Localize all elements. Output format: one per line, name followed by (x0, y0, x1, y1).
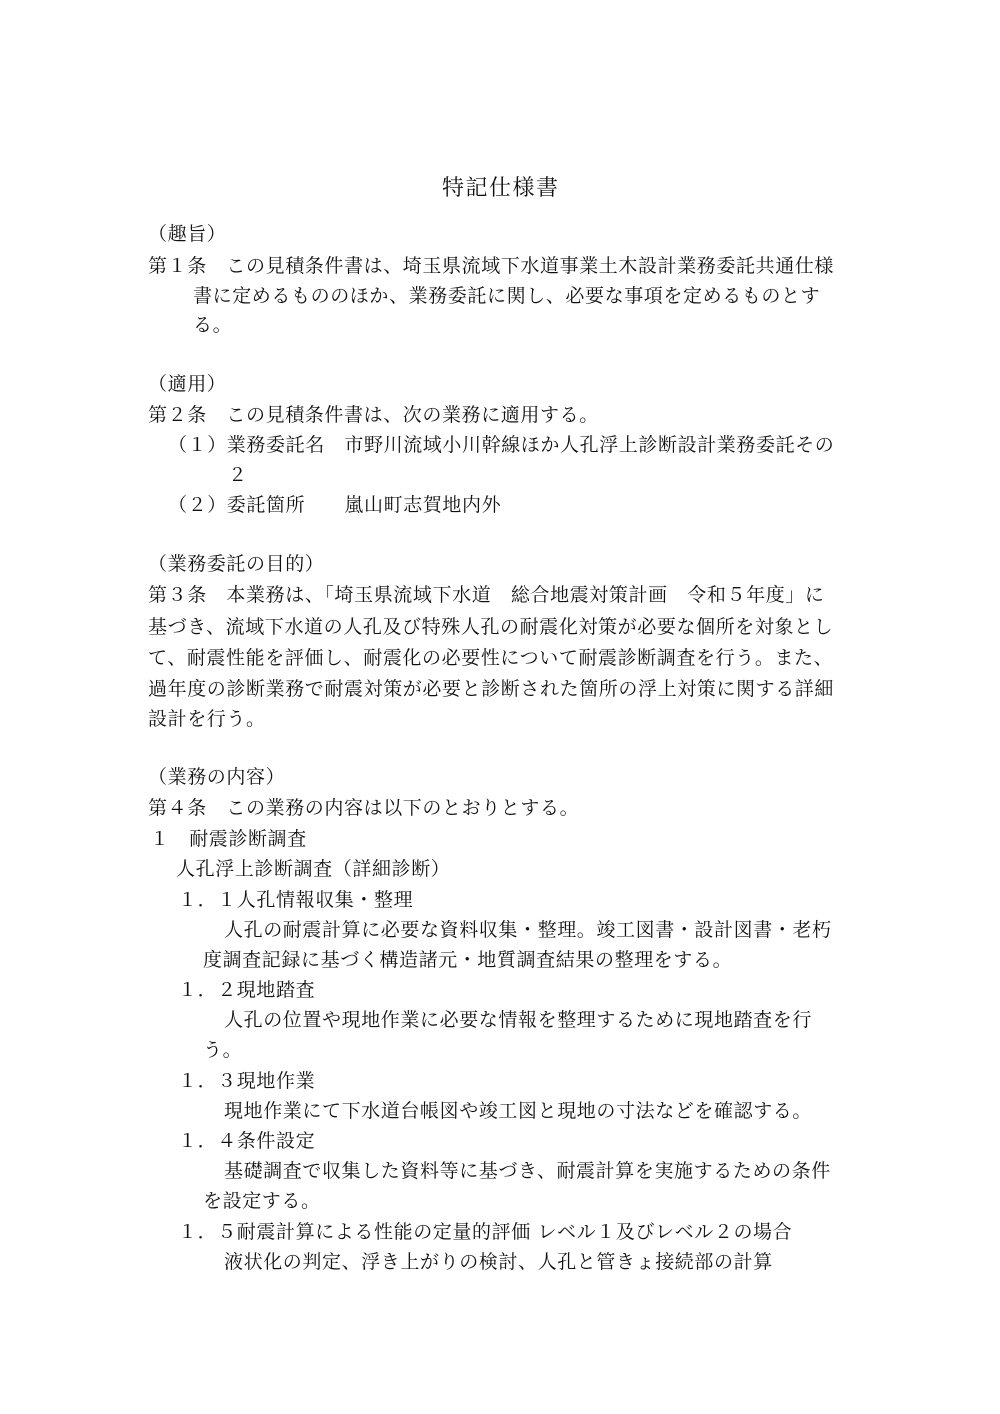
article-text: 設計を行う。 (148, 708, 266, 730)
section-heading: （適用） (148, 373, 227, 395)
sub-item-text: を設定する。 (203, 1190, 321, 1212)
sub-item-text: 人孔の耐震計算に必要な資料収集・整理。竣工図書・設計図書・老朽 (224, 919, 832, 941)
list-item: （１）業務委託名 市野川流域小川幹線ほか人孔浮上診断設計業務委託その (168, 434, 835, 456)
article-text: 第３条 本業務は、「埼玉県流域下水道 総合地震対策計画 令和５年度」に (148, 584, 825, 606)
sub-item-heading: １．１人孔情報収集・整理 (178, 889, 414, 911)
article-text: 第２条 この見積条件書は、次の業務に適用する。 (148, 404, 599, 426)
sub-item-text: 液状化の判定、浮き上がりの検討、人孔と管きょ接続部の計算 (224, 1251, 773, 1273)
article-text: て、耐震性能を評価し、耐震化の必要性について耐震診断調査を行う。また、 (148, 647, 834, 669)
section-heading: （業務の内容） (148, 766, 286, 788)
sub-item-text: 基礎調査で収集した資料等に基づき、耐震計算を実施するための条件 (224, 1160, 831, 1182)
sub-item-text: 度調査記録に基づく構造諸元・地質調査結果の整理をする。 (203, 949, 733, 971)
item-heading: １ 耐震診断調査 (150, 828, 307, 850)
article-text: 書に定めるもののほか、業務委託に関し、必要な事項を定めるものとす (193, 285, 821, 307)
article-text: る。 (193, 314, 233, 336)
sub-item-heading: １．２現地踏査 (178, 979, 316, 1001)
document-title: 特記仕様書 (442, 176, 560, 201)
article-text: 第４条 この業務の内容は以下のとおりとする。 (148, 797, 580, 819)
sub-item-heading: １．３現地作業 (178, 1070, 316, 1092)
sub-item-text: 人孔の位置や現地作業に必要な情報を整理するために現地踏査を行 (224, 1009, 813, 1031)
article-text: 基づき、流域下水道の人孔及び特殊人孔の耐震化対策が必要な個所を対象とし (148, 616, 834, 638)
list-item: （２）委託箇所 嵐山町志賀地内外 (168, 494, 502, 516)
section-heading: （業務委託の目的） (148, 553, 325, 575)
sub-item-heading: １．５耐震計算による性能の定量的評価 レベル１及びレベル２の場合 (178, 1221, 793, 1243)
article-text: 過年度の診断業務で耐震対策が必要と診断された箇所の浮上対策に関する詳細 (148, 678, 835, 700)
sub-item-text: う。 (203, 1039, 243, 1061)
article-text: 第１条 この見積条件書は、埼玉県流域下水道事業土木設計業務委託共通仕様 (148, 255, 835, 277)
item-subheading: 人孔浮上診断調査（詳細診断） (176, 858, 451, 880)
list-item: ２ (228, 464, 248, 486)
sub-item-text: 現地作業にて下水道台帳図や竣工図と現地の寸法などを確認する。 (224, 1100, 813, 1122)
section-heading: （趣旨） (148, 223, 227, 245)
sub-item-heading: １．４条件設定 (178, 1130, 316, 1152)
